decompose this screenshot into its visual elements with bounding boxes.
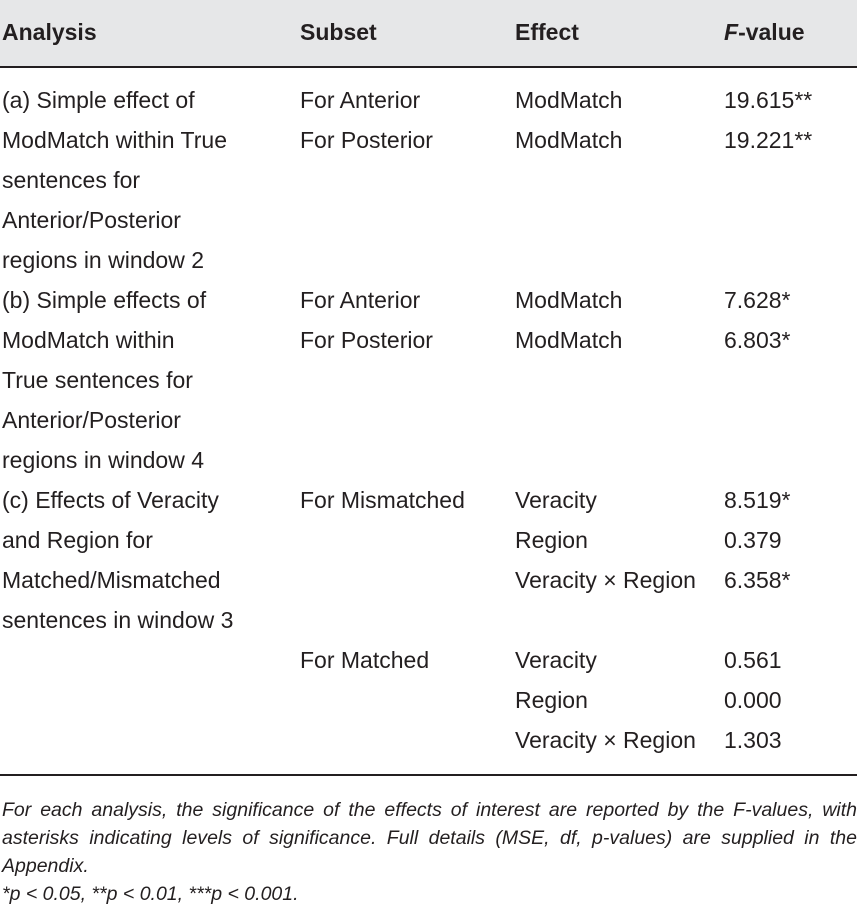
effect-cell: Veracity bbox=[515, 487, 597, 513]
significance-legend: *p < 0.05, **p < 0.01, ***p < 0.001. bbox=[2, 883, 299, 905]
effect-cell: Veracity × Region bbox=[515, 727, 696, 753]
header-f-value bbox=[724, 15, 805, 49]
subset-cell: For Mismatched bbox=[300, 487, 465, 513]
f-value-cell: 8.519* bbox=[724, 487, 791, 513]
header-rule bbox=[0, 66, 857, 68]
footnote-text: For each analysis, the significance of the effects of interest are reported by the F-values, with asterisks indicating levels of significance. Full details (MSE, df, p-values) are supplied in the Appendix. bbox=[2, 799, 857, 877]
analysis-cell: True sentences for bbox=[2, 367, 193, 393]
header-effect: Effect bbox=[515, 19, 579, 45]
subset-cell: For Anterior bbox=[300, 287, 421, 313]
f-value-cell: 0.561 bbox=[724, 647, 782, 673]
f-value-cell: 6.803* bbox=[724, 327, 791, 353]
analysis-cell: ModMatch within True bbox=[2, 127, 227, 153]
effect-cell: Veracity × Region bbox=[515, 567, 696, 593]
f-value-cell: 0.000 bbox=[724, 687, 782, 713]
effect-cell: ModMatch bbox=[515, 327, 623, 353]
f-value-cell: 6.358* bbox=[724, 567, 791, 593]
effect-cell: Region bbox=[515, 527, 588, 553]
effect-cell: ModMatch bbox=[515, 127, 623, 153]
analysis-cell: sentences for bbox=[2, 167, 141, 193]
subset-cell: For Posterior bbox=[300, 327, 433, 353]
subset-cell: For Posterior bbox=[300, 127, 433, 153]
effect-cell: ModMatch bbox=[515, 87, 623, 113]
analysis-cell: sentences in window 3 bbox=[2, 607, 234, 633]
analysis-cell: Anterior/Posterior bbox=[2, 207, 181, 233]
effect-cell: Region bbox=[515, 687, 588, 713]
analysis-cell: Matched/Mismatched bbox=[2, 567, 221, 593]
analysis-cell: Anterior/Posterior bbox=[2, 407, 181, 433]
f-value-cell: 19.615** bbox=[724, 87, 813, 113]
f-value-cell: 7.628* bbox=[724, 287, 791, 313]
subset-cell: For Anterior bbox=[300, 87, 421, 113]
analysis-cell: and Region for bbox=[2, 527, 153, 553]
analysis-cell: (a) Simple effect of bbox=[2, 87, 195, 113]
footer-rule bbox=[0, 774, 857, 776]
header-subset: Subset bbox=[300, 19, 377, 45]
analysis-cell: regions in window 4 bbox=[2, 447, 205, 473]
analysis-cell: ModMatch within bbox=[2, 327, 175, 353]
header-f-rest: -value bbox=[738, 19, 805, 45]
f-value-cell: 0.379 bbox=[724, 527, 782, 553]
analysis-cell: (c) Effects of Veracity bbox=[2, 487, 219, 513]
f-value-cell: 1.303 bbox=[724, 727, 782, 753]
effect-cell: ModMatch bbox=[515, 287, 623, 313]
f-value-cell: 19.221** bbox=[724, 127, 813, 153]
header-f-italic: F bbox=[724, 19, 739, 45]
subset-cell: For Matched bbox=[300, 647, 430, 673]
header-analysis: Analysis bbox=[2, 19, 97, 45]
table-footnote bbox=[2, 796, 857, 880]
effect-cell: Veracity bbox=[515, 647, 597, 673]
analysis-cell: regions in window 2 bbox=[2, 247, 205, 273]
analysis-cell: (b) Simple effects of bbox=[2, 287, 207, 313]
